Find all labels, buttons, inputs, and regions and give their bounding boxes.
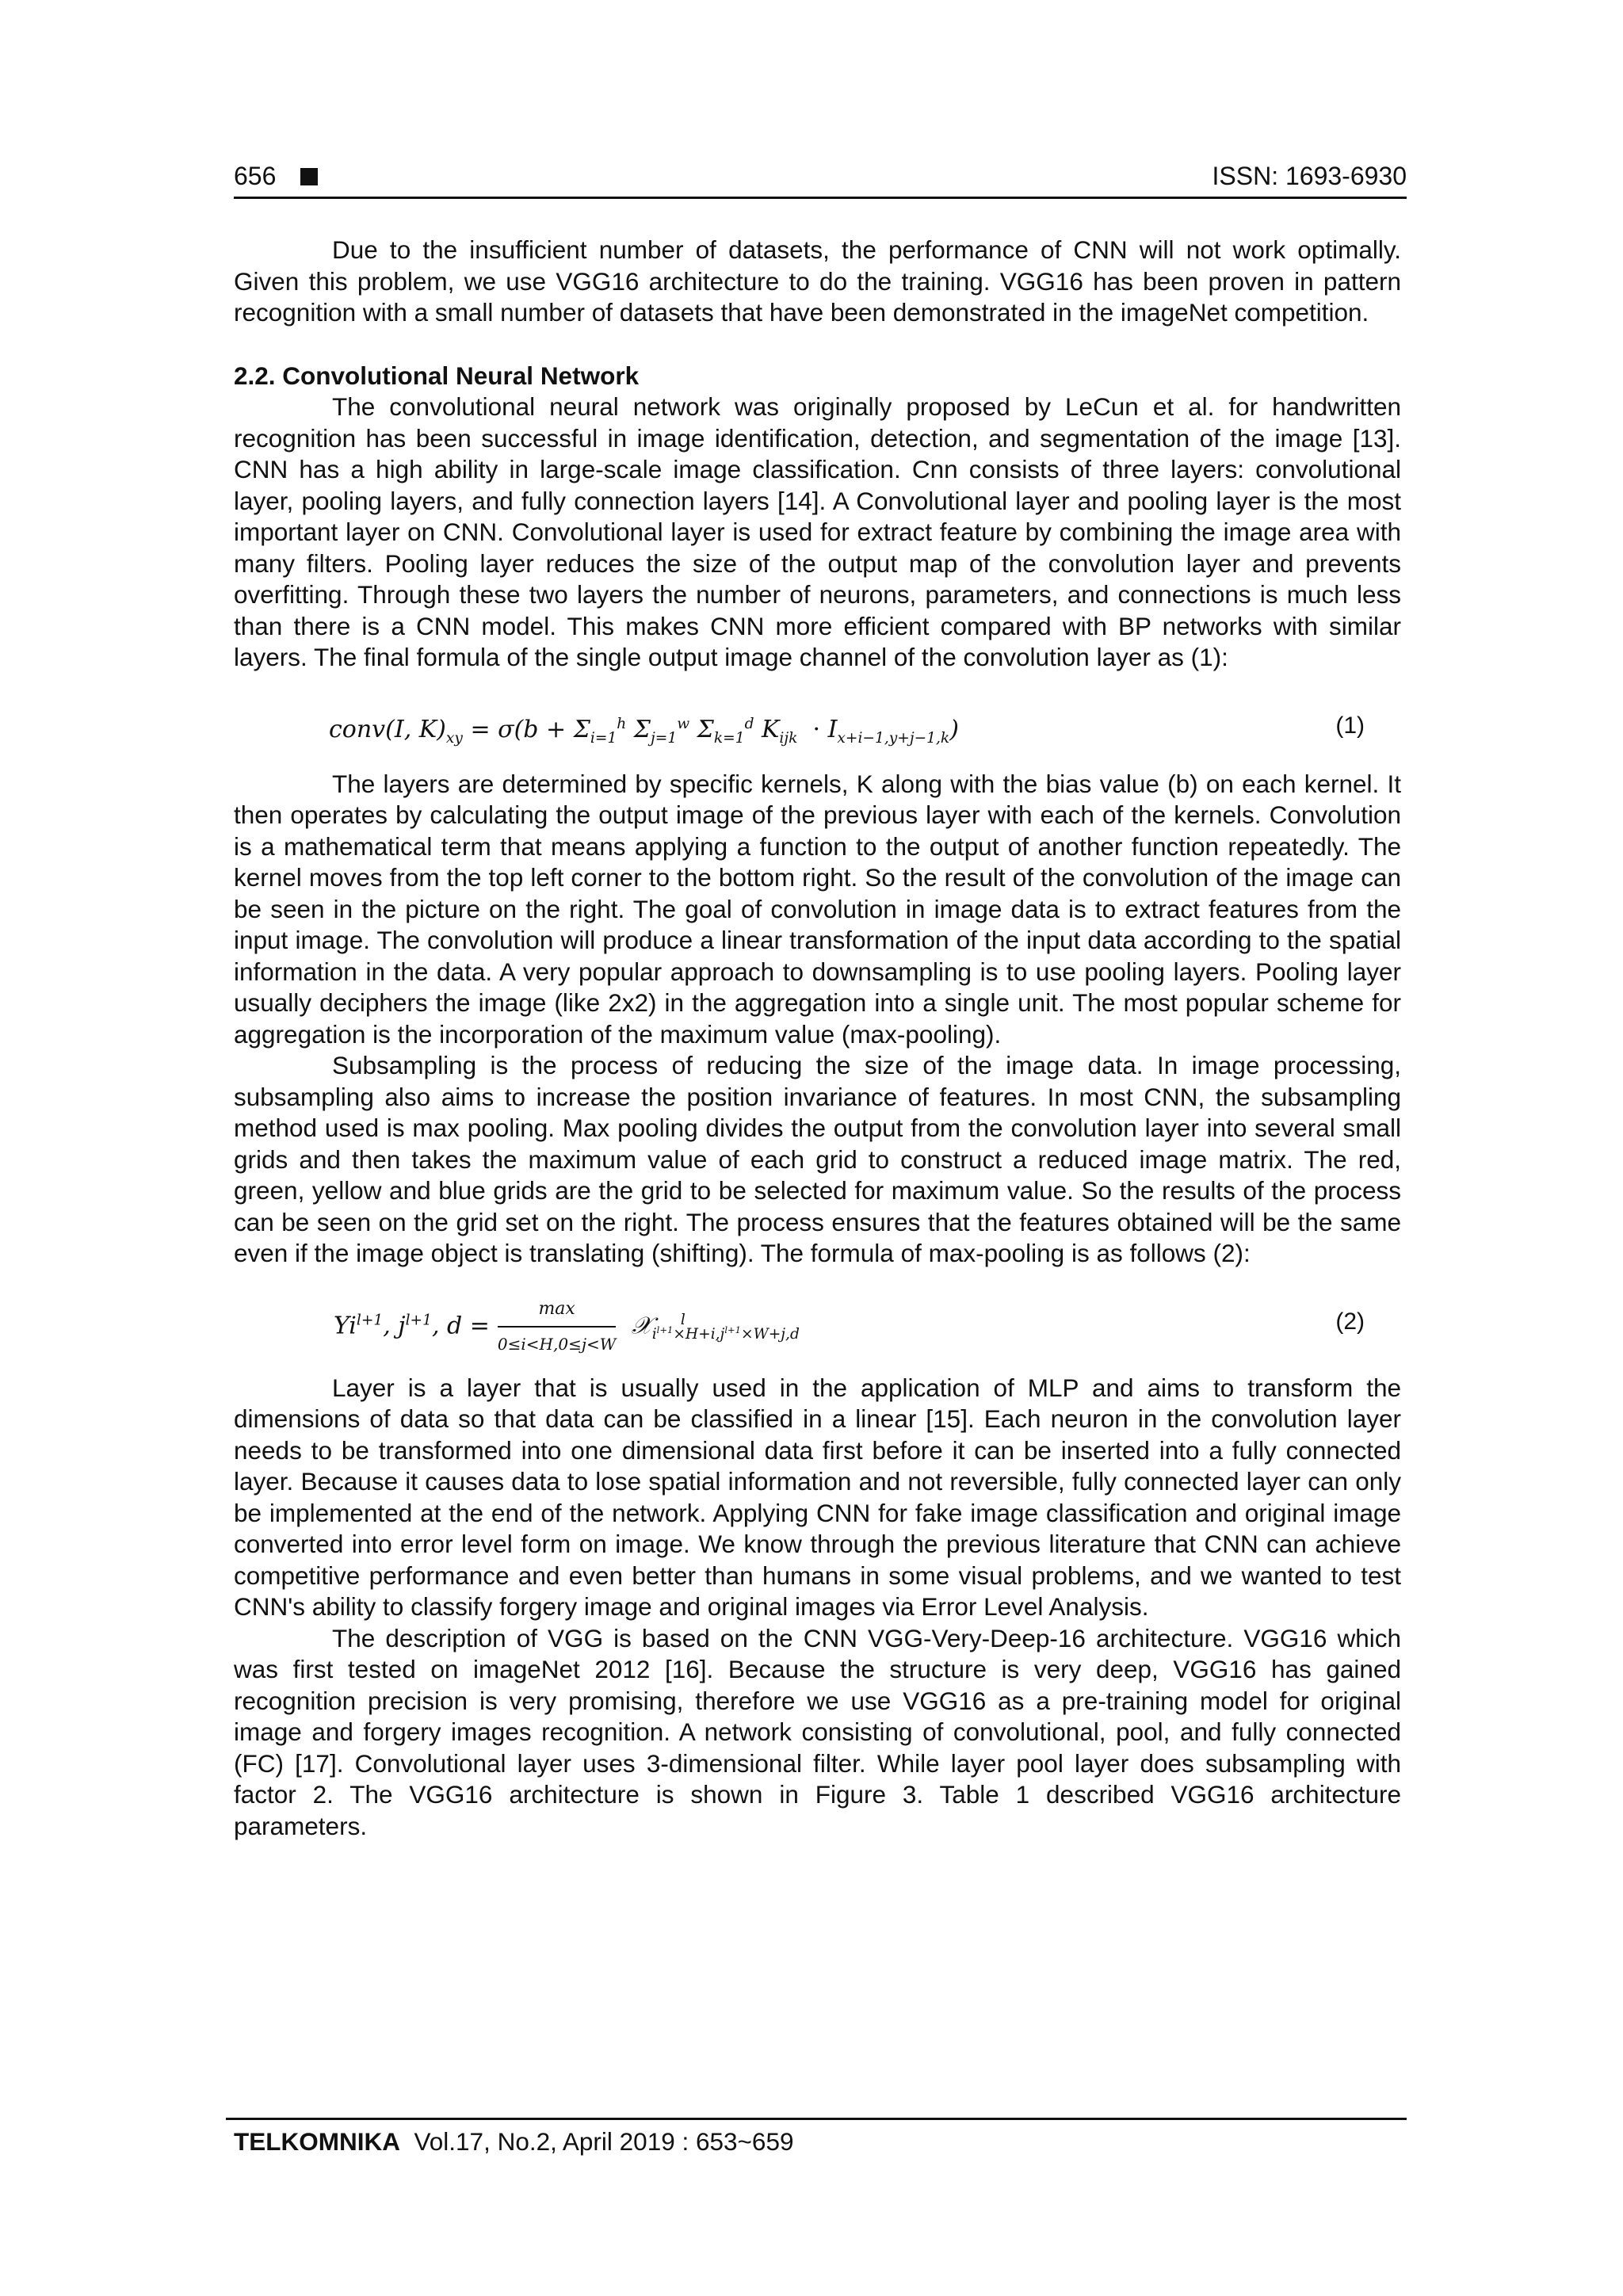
paragraph-cnn-4: Layer is a layer that is usually used in the application of MLP and aims to transform the dimensions of data so that data can be classified in a linear [15]. Each neuron in the convolution layer needs to be transformed into one dimensional data first before it can be inserted into a fully connected layer. Because it causes data to lose spatial information and not reversible, fully connected layer can only be implemented at the end of the network. Applying CNN for fake image classification and original image converted into error level form on image. We know through the previous literature that CNN can achieve competitive performance and even better than humans in some visual problems, and we wanted to test CNN's ability to classify forgery image and original images via Error Level Analysis. <box>234 1373 1401 1621</box>
issn-label: ISSN: 1693-6930 <box>1212 162 1407 190</box>
equation-2-number: (2) <box>1335 1308 1365 1335</box>
footer-rule <box>226 2118 1407 2120</box>
page-footer <box>234 2124 794 2159</box>
paragraph-cnn-3: Subsampling is the process of reducing the size of the image data. In image processing, subsampling also aims to increase the position invariance of features. In most CNN, the subsampling method used is max pooling. Max pooling divides the output from the convolution layer into several small grids and then takes the maximum value of each grid to construct a reduced image matrix. The red, green, yellow and blue grids are the grid to be selected for maximum value. So the results of the process can be seen on the grid set on the right. The process ensures that the features obtained will be the same even if the image object is translating (shifting). The formula of max-pooling is as follows (2): <box>234 1051 1401 1267</box>
equation-2 <box>234 1282 1401 1358</box>
equation-2-formula: $Yi^{l+1}$, $j^{l+1}$, d = $\frac{\max}{0\le i<H,0\le j<W}$ 𝒳$_{i^{l+1}\times H+i,j^{l+1}\times W+j,d}^l$ <box>334 1293 685 1361</box>
journal-citation: Vol.17, No.2, April 2019 : 653~659 <box>414 2127 794 2156</box>
paragraph-cnn-5: The description of VGG is based on the CNN VGG-Very-Deep-16 architecture. VGG16 which was first tested on imageNet 2012 [16]. Because the structure is very deep, VGG16 has gained recognition precision is very promising, therefore we use VGG16 as a pre-training model for original image and forgery images recognition. A network consisting of convolutional, pool, and fully connected (FC) [17]. Convolutional layer uses 3-dimensional filter. While layer pool layer does subsampling with factor 2. The VGG16 architecture is shown in Figure 3. Table 1 described VGG16 architecture parameters. <box>234 1623 1401 1840</box>
equation-1-number: (1) <box>1335 712 1365 739</box>
journal-name: TELKOMNIKA <box>234 2127 400 2156</box>
paragraph-cnn-2: The layers are determined by specific kernels, K along with the bias value (b) on each kernel. It then operates by calculating the output image of the previous layer with each of the kernels. Convolution is a mathematical term that means applying a function to the output of another function repeatedly. The kernel moves from the top left corner to the bottom right. So the result of the convolution of the image can be seen in the picture on the right. The goal of convolution in image data is to extract features from the input image. The convolution will produce a linear transformation of the input data according to the spatial information in the data. A very popular approach to downsampling is to use pooling layers. Pooling layer usually deciphers the image (like 2x2) in the aggregation into a single unit. The most popular scheme for aggregation is the incorporation of the maximum value (max-pooling). <box>234 769 1401 1049</box>
body-text <box>234 235 1401 1842</box>
paragraph-intro: Due to the insufficient number of datasets, the performance of CNN will not work optimally. Given this problem, we use VGG16 architecture to do the training. VGG16 has been proven in pattern recognition with a small number of datasets that have been demonstrated in the imageNet competition. <box>234 235 1401 327</box>
paragraph-cnn-1: The convolutional neural network was originally proposed by LeCun et al. for handwritten recognition has been successful in image identification, detection, and segmentation of the image [13]. CNN has a high ability in large-scale image classification. Cnn consists of three layers: convolutional layer, pooling layers, and fully connection layers [14]. A Convolutional layer and pooling layer is the most important layer on CNN. Convolutional layer is used for extract feature by combining the image area with many filters. Pooling layer reduces the size of the output map of the convolution layer and prevents overfitting. Through these two layers the number of neurons, parameters, and connections is much less than there is a CNN model. This makes CNN more efficient compared with BP networks with similar layers. The final formula of the single output image channel of the convolution layer as (1): <box>234 392 1401 671</box>
page-number: 656 <box>234 162 277 190</box>
equation-1 <box>234 694 1401 758</box>
section-heading: 2.2. Convolutional Neural Network <box>234 361 640 390</box>
equation-1-formula: conv(I, $K)_{xy} = \sigma(b + \Sigma_{i=1}^h$ $\Sigma_{j=1}^w$ $\Sigma_{k=1}^d$ $K_{ijk} \cdot I_{x+i-1,y+j-1,k}$) <box>329 715 959 747</box>
square-bullet-icon <box>300 168 318 185</box>
page-header <box>234 155 1407 197</box>
header-rule <box>234 197 1407 199</box>
